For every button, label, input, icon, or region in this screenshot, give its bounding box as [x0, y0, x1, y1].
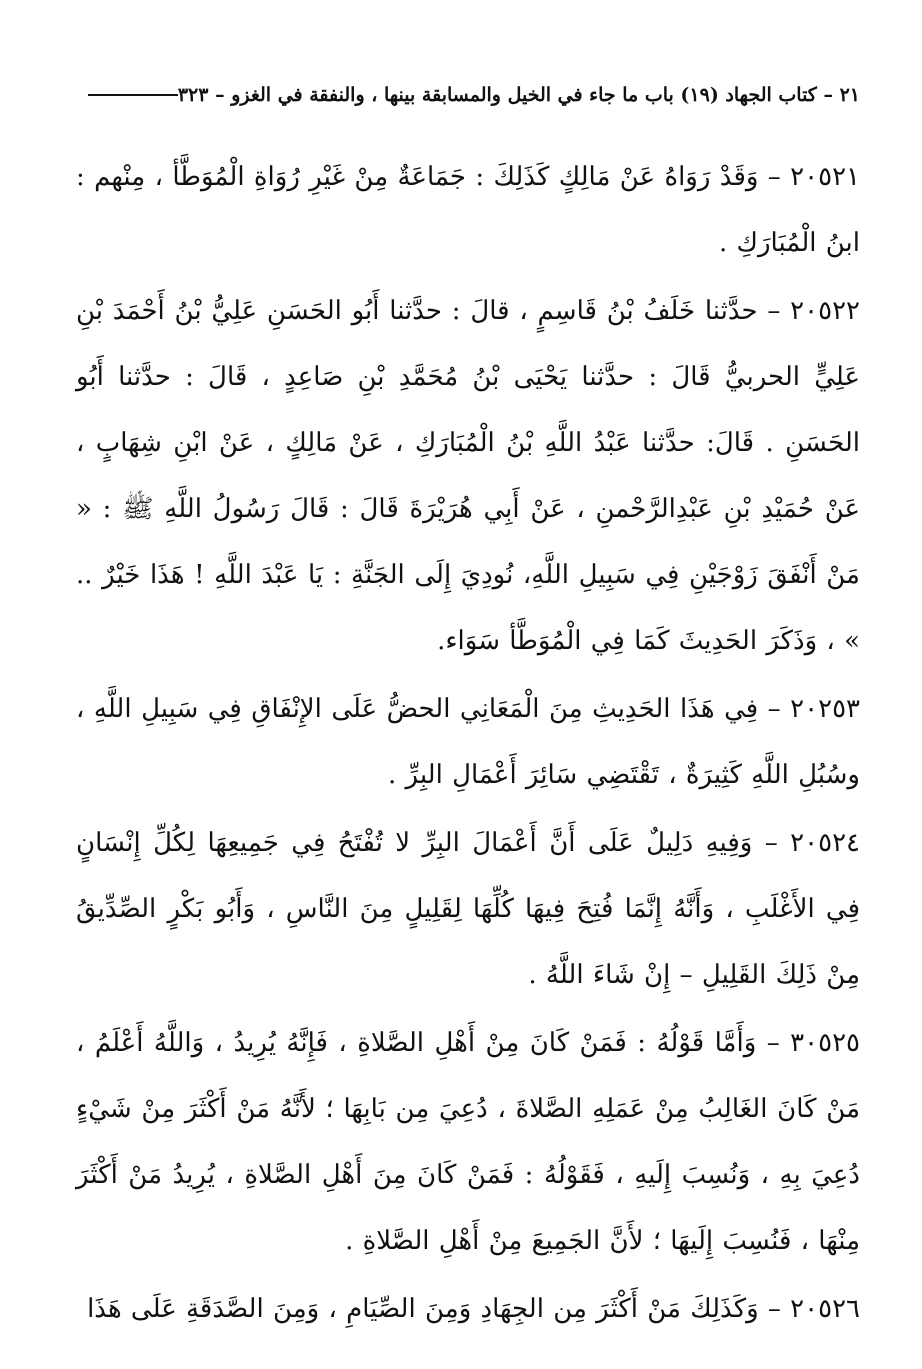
- header-rule: [88, 94, 178, 96]
- running-header: [76, 80, 860, 110]
- paragraph-20524: ٢٠٥٢٤ – وَفِيهِ دَلِيلٌ عَلَى أَنَّ أَعْمَالَ البِرِّ لا تُفْتَحُ فِي جَمِيعِهَا لِكُلِّ إِنْسَانٍ فِي الأَغْلَبِ ، وَأَنَّهُ إِنَّمَا فُتِحَ فِيهَا كُلِّهَا لِقَلِيلٍ مِنَ النَّاسِ ، وَأَبُو بَكْرٍ الصِّدِّيقُ مِنْ ذَلِكَ القَلِيلِ – إِنْ شَاءَ اللَّهُ .: [76, 828, 860, 990]
- paragraph-20253: ٢٠٢٥٣ – فِي هَذَا الحَدِيثِ مِنَ الْمَعَانِي الحضُّ عَلَى الإِنْفَاقِ فِي سَبِيلِ اللَّهِ ، وسُبُلِ اللَّهِ كَثِيرَةٌ ، تَقْتَضِي سَائِرَ أَعْمَالِ البِرِّ .: [76, 694, 860, 790]
- paragraph-20522: ٢٠٥٢٢ – حدَّثنا خَلَفُ بْنُ قَاسِمٍ ، قالَ : حدَّثنا أَبُو الحَسَنِ عَلِيُّ بْنُ أَحْمَدَ بْنِ عَلِيٍّ الحربيُّ قَالَ : حدَّثنا يَحْيَى بْنُ مُحَمَّدِ بْنِ صَاعِدٍ ، قَالَ : حدَّثنا أَبُو الحَسَنِ . قَالَ: حدَّثنا عَبْدُ اللَّهِ بْنُ الْمُبَارَكِ ، عَنْ مَالِكٍ ، عَنْ ابْنِ شِهَابٍ ، عَنْ حُمَيْدِ بْنِ عَبْدِالرَّحْمنِ ، عَنْ أَبِي هُرَيْرَةَ قَالَ : قَالَ رَسُولُ اللَّهِ ﷺ : « مَنْ أَنْفَقَ زَوْجَيْنِ فِي سَبِيلِ اللَّهِ، نُودِيَ إِلَى الجَنَّةِ : يَا عَبْدَ اللَّهِ ! هَذَا خَيْرٌ .. » ، وَذَكَرَ الحَدِيثَ كَمَا فِي الْمُوَطَّأ سَوَاء.: [76, 296, 860, 656]
- paragraph-20521: ٢٠٥٢١ – وَقَدْ رَوَاهُ عَنْ مَالِكٍ كَذَلِكَ : جَمَاعَةٌ مِنْ غَيْرِ رُوَاةِ الْمُوَطَّأ ، مِنْهم : ابنُ الْمُبَارَكِ .: [76, 162, 860, 258]
- running-header-text: ٢١ – كتاب الجهاد (١٩) باب ما جاء في الخيل والمسابقة بينها ، والنفقة في الغزو – ٣٢٣: [177, 84, 860, 106]
- paragraph-20526: ٢٠٥٢٦ – وَكَذَلِكَ مَنْ أَكْثَرَ مِن الجِهَادِ وَمِنَ الصِّيَامِ ، وَمِنَ الصَّدَقَةِ عَلَى هَذَا: [87, 1294, 860, 1324]
- paragraph-30525: ٣٠٥٢٥ – وَأَمَّا قَوْلُهُ : فَمَنْ كَانَ مِنْ أَهْلِ الصَّلاةِ ، فَإِنَّهُ يُرِيدُ ، وَاللَّهُ أَعْلَمُ ، مَنْ كَانَ الغَالِبُ مِنْ عَمَلِهِ الصَّلاةَ ، دُعِيَ مِن بَابِهَا ؛ لأَنَّهُ مَنْ أَكْثَرَ مِنْ شَيْءٍ دُعِيَ بِهِ ، وَنُسِبَ إِلَيهِ ، فَقَوْلُهُ : فَمَنْ كَانَ مِنَ أَهْلِ الصَّلاةِ ، يُرِيدُ مَنْ أَكْثَرَ مِنْهَا ، فَنُسِبَ إِلَيهَا ؛ لأَنَّ الجَمِيعَ مِنْ أَهْلِ الصَّلاةِ .: [76, 1028, 860, 1256]
